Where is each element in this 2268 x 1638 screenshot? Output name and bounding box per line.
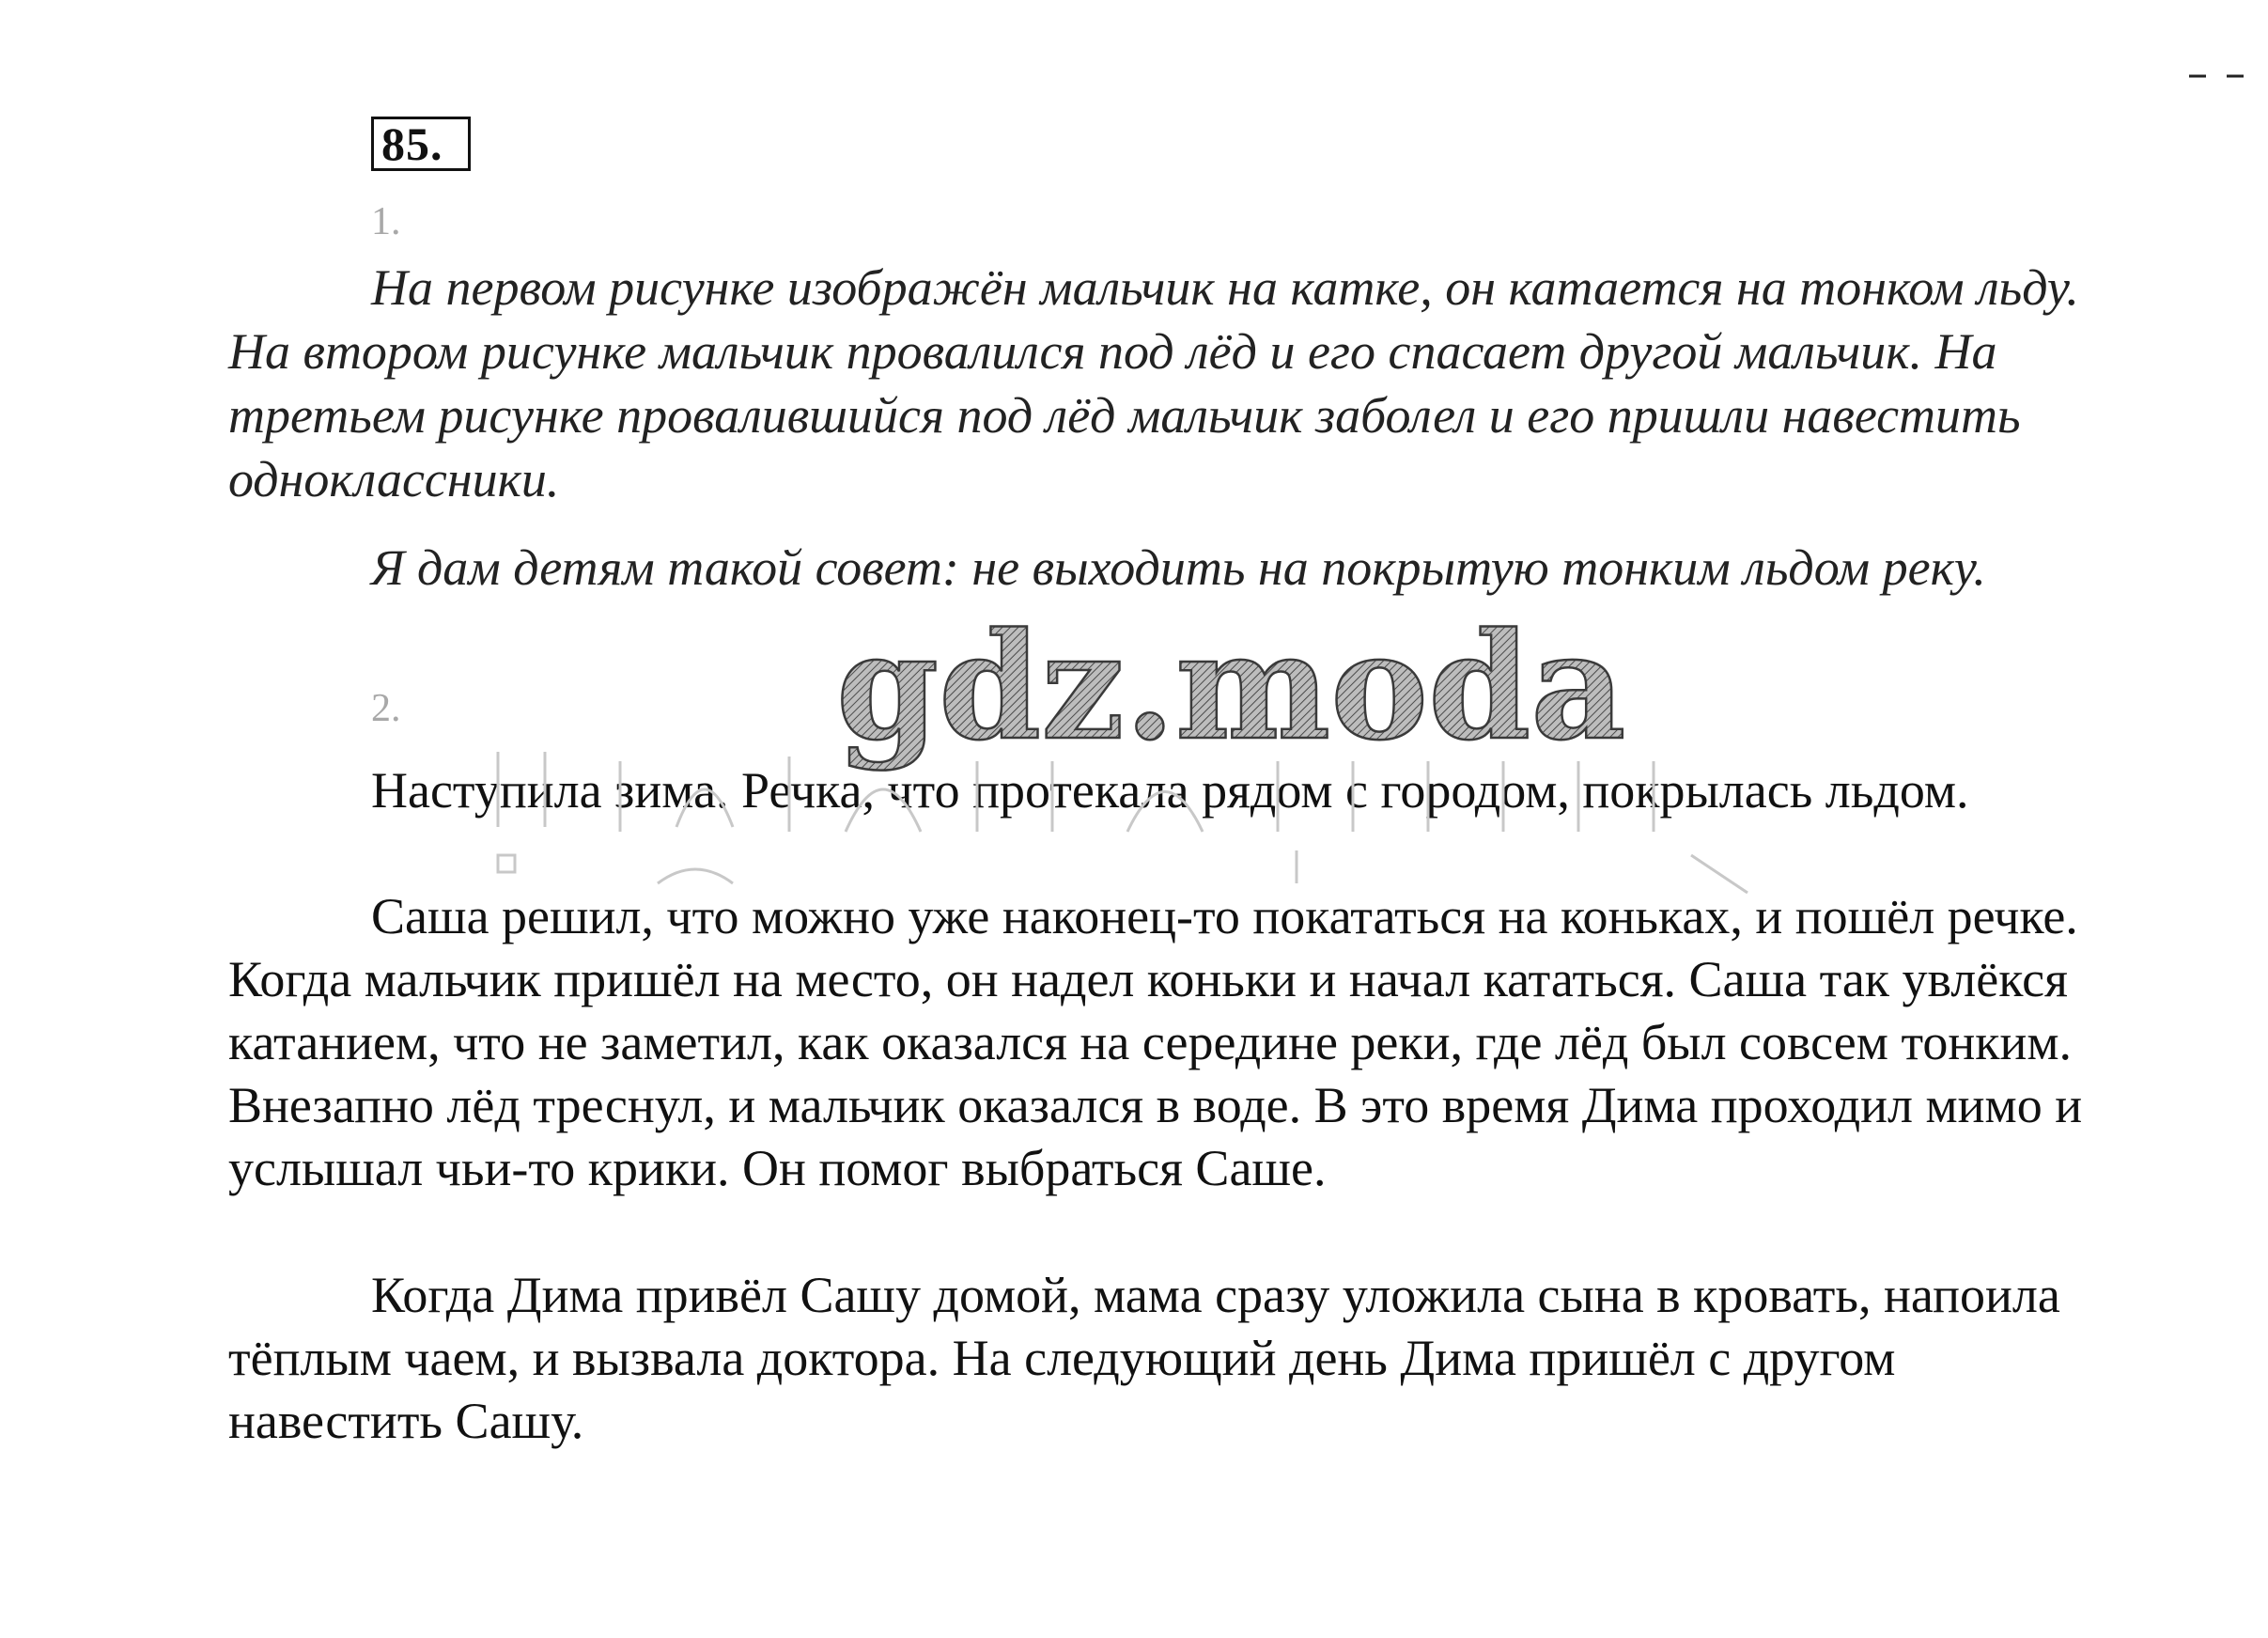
section-2-paragraph-1: Наступила зима. Речка, что протекала рядом с городом, покрылась льдом. (371, 762, 1969, 819)
section-2-number: 2. (371, 687, 401, 730)
section-2-paragraph-3: Когда Дима привёл Сашу домой, мама сразу уложила сына в кровать, напоила тёплым чаем, и вызвала доктора. На следующий день Дима пришёл с другом навестить Сашу. (228, 1267, 2060, 1449)
section-1-paragraph-2: Я дам детям такой совет: не выходить на покрытую тонким льдом реку. (371, 539, 1986, 596)
task-number: 85. (371, 117, 471, 171)
section-1-paragraph-1: На первом рисунке изображён мальчик на катке, он катается на тонком льду. На втором рисунке мальчик провалился под лёд и его спасает другой мальчик. На третьем рисунке провалившийся под лёд мальчик заболел и его пришли навестить одноклассники. (228, 259, 2079, 507)
watermark-logo (827, 601, 1626, 780)
corner-mark (2189, 73, 2245, 79)
watermark-text: gdz.moda (836, 601, 1626, 772)
section-1-number: 1. (371, 200, 401, 243)
section-2-paragraph-2: Саша решил, что можно уже наконец-то покататься на коньках, и пошёл речке. Когда мальчик пришёл на место, он надел коньки и начал кататься. Саша так увлёкся катанием, что не заметил, как оказался на середине реки, где лёд был совсем тонким. Внезапно лёд треснул, и мальчик оказался в воде. В это время Дима проходил мимо и услышал чьи-то крики. Он помог выбраться Саше. (228, 888, 2083, 1196)
